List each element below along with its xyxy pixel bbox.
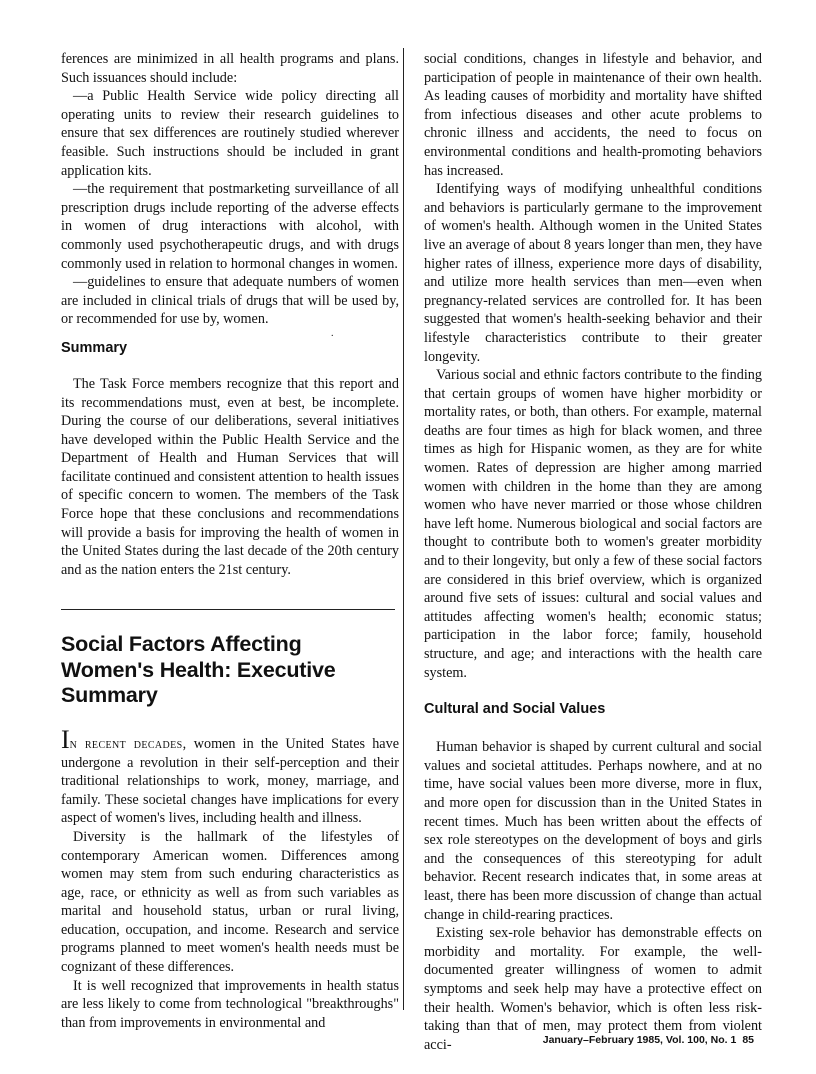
paragraph-intro: ferences are minimized in all health programs and plans. Such issuances should include: xyxy=(61,51,399,86)
drop-cap: I xyxy=(61,724,70,754)
list-item-surveillance: —the requirement that postmarketing surveillance of all prescription drugs include reporting of the adverse effects in women of drug interactions with alcohol, with commonly used psychotherapeutic drugs, and with drugs commonly used in relation to hormonal changes in women. xyxy=(61,181,399,272)
stray-dot: . xyxy=(331,327,334,339)
lead-smallcaps: n recent decades, xyxy=(69,735,187,752)
page-footer xyxy=(543,1034,754,1046)
paragraph-existing: Existing sex-role behavior has demonstrable effects on morbidity and mortality. For example, the well-documented greater willingness of women to admit symptoms and seek help may have a protective effect on their health. Women's behavior, which is often less risk-taking than that of men, may protect them from violent acci- xyxy=(424,925,762,1053)
paragraph-various: Various social and ethnic factors contribute to the finding that certain groups of women have higher morbidity or mortality rates, or both, than others. For example, maternal deaths are four times as high for black women, and three times as high for Hispanic women, as they are for white women. Rates of depression are higher among married women with children in the home than they are among women who have never married or those whose children have left home. Numerous biological and social factors are thought to contribute both to women's greater morbidity and to their longevity, but only a few of these social factors are considered in this brief overview, which is organized around five sets of issues: cultural and social values and attitudes affecting women's health; economic status; participation in the labor force; family, household structure, and age; and interactions with the health care system. xyxy=(424,367,762,681)
paragraph-continued: social conditions, changes in lifestyle and behavior, and participation of people in maintenance of their own health. As leading causes of morbidity and mortality have shifted from infectious diseases and other acute problems to chronic illness and accidents, the need to focus on environmental conditions and health-promoting behaviors has increased. xyxy=(424,51,762,179)
list-item-guidelines: —guidelines to ensure that adequate numbers of women are included in clinical trials of drugs that will be used by, or recommended for use by, women. xyxy=(61,274,399,328)
column-divider xyxy=(403,48,404,1010)
cultural-values-heading: Cultural and Social Values xyxy=(424,701,606,718)
lead-text: women in the United States have undergone a revolution in their self-perception and their traditional relationships to work, money, marriage, and family. These societal changes have implications for every aspect of women's lives, including health and illness. xyxy=(61,735,399,827)
list-item-policy: —a Public Health Service wide policy directing all operating units to review their research guidelines to ensure that sex differences are routinely studied wherever feasible. Such instructions should be included in grant application kits. xyxy=(61,88,399,179)
journal-citation: January–February 1985, Vol. 100, No. 1 xyxy=(542,1034,737,1046)
paragraph-well-recognized: It is well recognized that improvements in health status are less likely to come from technological "breakthroughs" than from improvements in environmental and xyxy=(61,977,399,1031)
paragraph-human-behavior: Human behavior is shaped by current cultural and social values and societal attitudes. Perhaps nowhere, and at no time, have social values been more diverse, more in flux, and more open for discussion than in the United States in recent times. Much has been written about the effects of sex role stereotypes on the development of boys and girls and the consequences of this stereotyping for adult behavior. Recent research indicates that, in some areas at least, there has been more discussion of change than actual change in child-rearing practices. xyxy=(424,739,762,923)
left-column xyxy=(61,50,399,1032)
paragraph-lead xyxy=(61,724,399,828)
page-number: 85 xyxy=(742,1034,754,1046)
paragraph-identifying: Identifying ways of modifying unhealthful conditions and behaviors is particularly germane to the improvement of women's health. Although women in the United States live an average of about 8 years longer than men, they have higher rates of illness, experience more days of disability, and utilize more health services than men—even when pregnancy-related services are controlled for. It has been suggested that women's health-seeking behavior and their lifestyle characteristics contribute to their greater longevity. xyxy=(424,181,762,365)
paragraph-summary: The Task Force members recognize that this report and its recommendations must, even at best, be incomplete. During the course of our deliberations, several initiatives have developed within the Public Health Service and the Department of Health and Human Services that will facilitate continued and consistent attention to health issues of specific concern to women. The members of the Task Force hope that these conclusions and recommendations will provide a basis for improving the health of women in the United States during the last decade of the 20th century and as the nation enters the 21st century. xyxy=(61,375,399,578)
stray-mark xyxy=(61,329,399,339)
right-column xyxy=(424,50,762,1054)
article-title: Social Factors Affecting Women's Health: Executive Summary xyxy=(61,632,336,708)
summary-heading: Summary xyxy=(61,339,128,356)
paragraph-diversity: Diversity is the hallmark of the lifestyles of contemporary American women. Differences among women may stem from such enduring characteristics as age, race, or ethnicity as well as from such variables as marital and household status, urban or rural living, education, occupation, and income. Research and service programs planned to meet women's health needs must be cognizant of these differences. xyxy=(61,828,399,976)
